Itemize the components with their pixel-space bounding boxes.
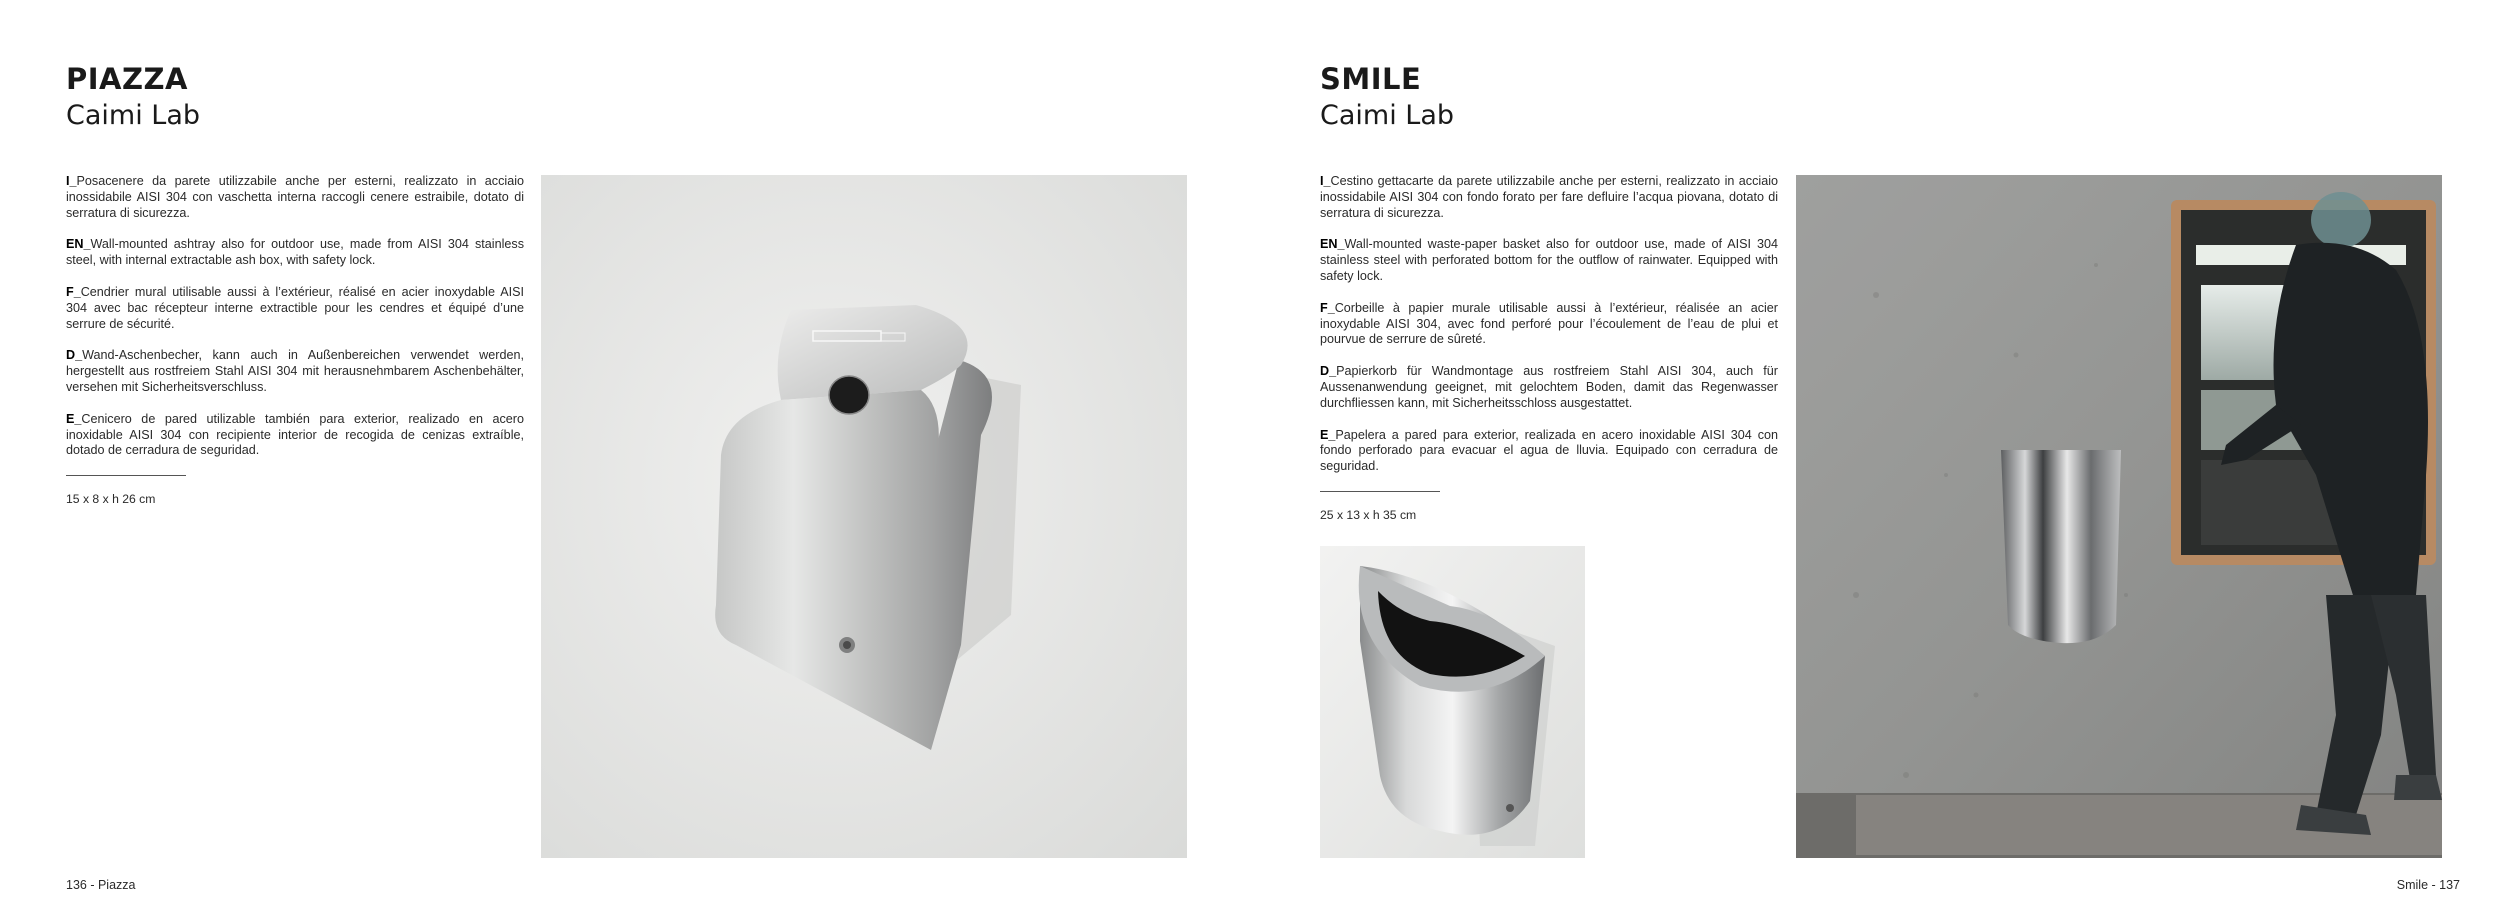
description-it: I_Posacenere da parete utilizzabile anche per esterni, realizzato in acciaio inossidabile AISI 304 con vaschetta interna raccogli cenere estraibile, dotato di serratura di sicurezza. xyxy=(66,174,524,220)
description-fr: F_Corbeille à papier murale utilisable aussi à l’extérieur, réalisée an acier inoxydable AISI 304, avec fond perforé pour l’écoulement de l’eau de plui et pourvue de serrure de sûreté. xyxy=(1320,300,1778,347)
description-column xyxy=(66,174,524,506)
product-dimensions: 25 x 13 x h 35 cm xyxy=(1320,507,1417,522)
smile-product-photo xyxy=(1320,546,1585,858)
description-de: D_Papierkorb für Wandmontage aus rostfreiem Stahl AISI 304, auch für Aussenanwendung geeignet, mit gelochtem Boden, damit das Regenwasser durchfliessen kann, mit Sicherheitsschloss ausgestattet. xyxy=(1320,364,1778,410)
description-en: EN_Wall-mounted ashtray also for outdoor use, made from AISI 304 stainless steel, with internal extractable ash box, with safety lock. xyxy=(66,237,524,268)
right-page xyxy=(1250,0,2500,921)
page-footer: Smile - 137 xyxy=(2396,878,2460,892)
smile-scene-photo xyxy=(1796,175,2442,858)
divider xyxy=(66,475,186,476)
description-column xyxy=(1320,174,1778,522)
description-fr: F_Cendrier mural utilisable aussi à l’extérieur, réalisé en acier inoxydable AISI 304 avec bac récepteur interne extractible pour les cendres et équipé d’une serrure de sécurité. xyxy=(66,284,524,331)
product-dimensions: 15 x 8 x h 26 cm xyxy=(66,492,156,507)
product-title: SMILE xyxy=(1320,62,1422,96)
description-en: EN_Wall-mounted waste-paper basket also for outdoor use, made of AISI 304 stainless steel with perforated bottom for the outflow of rainwater. Equipped with safety lock. xyxy=(1320,237,1778,283)
product-title: PIAZZA xyxy=(66,62,188,96)
description-es: E_Papelera a pared para exterior, realizada en acero inoxidable AISI 304 con fondo perforado para evacuar el agua de lluvia. Equipado con cerradura de seguridad. xyxy=(1320,427,1778,474)
divider xyxy=(1320,491,1440,492)
description-de: D_Wand-Aschenbecher, kann auch in Außenbereichen verwendet werden, hergestellt aus rostfreiem Stahl AISI 304 mit herausnehmbarem Aschenbehälter, versehen mit Sicherheitsverschluss. xyxy=(66,348,524,394)
product-brand: Caimi Lab xyxy=(1320,100,1455,131)
description-es: E_Cenicero de pared utilizable también para exterior, realizado en acero inoxidable AISI 304 con recipiente interior de recogida de cenizas extraíble, dotado de cerradura de seguridad. xyxy=(66,411,524,458)
piazza-product-photo xyxy=(541,175,1187,858)
description-it: I_Cestino gettacarte da parete utilizzabile anche per esterni, realizzato in acciaio inossidabile AISI 304 con fondo forato per fare defluire l’acqua piovana, dotato di serratura di sicurezza. xyxy=(1320,174,1778,220)
page-footer: 136 - Piazza xyxy=(66,878,136,892)
product-brand: Caimi Lab xyxy=(66,100,201,131)
